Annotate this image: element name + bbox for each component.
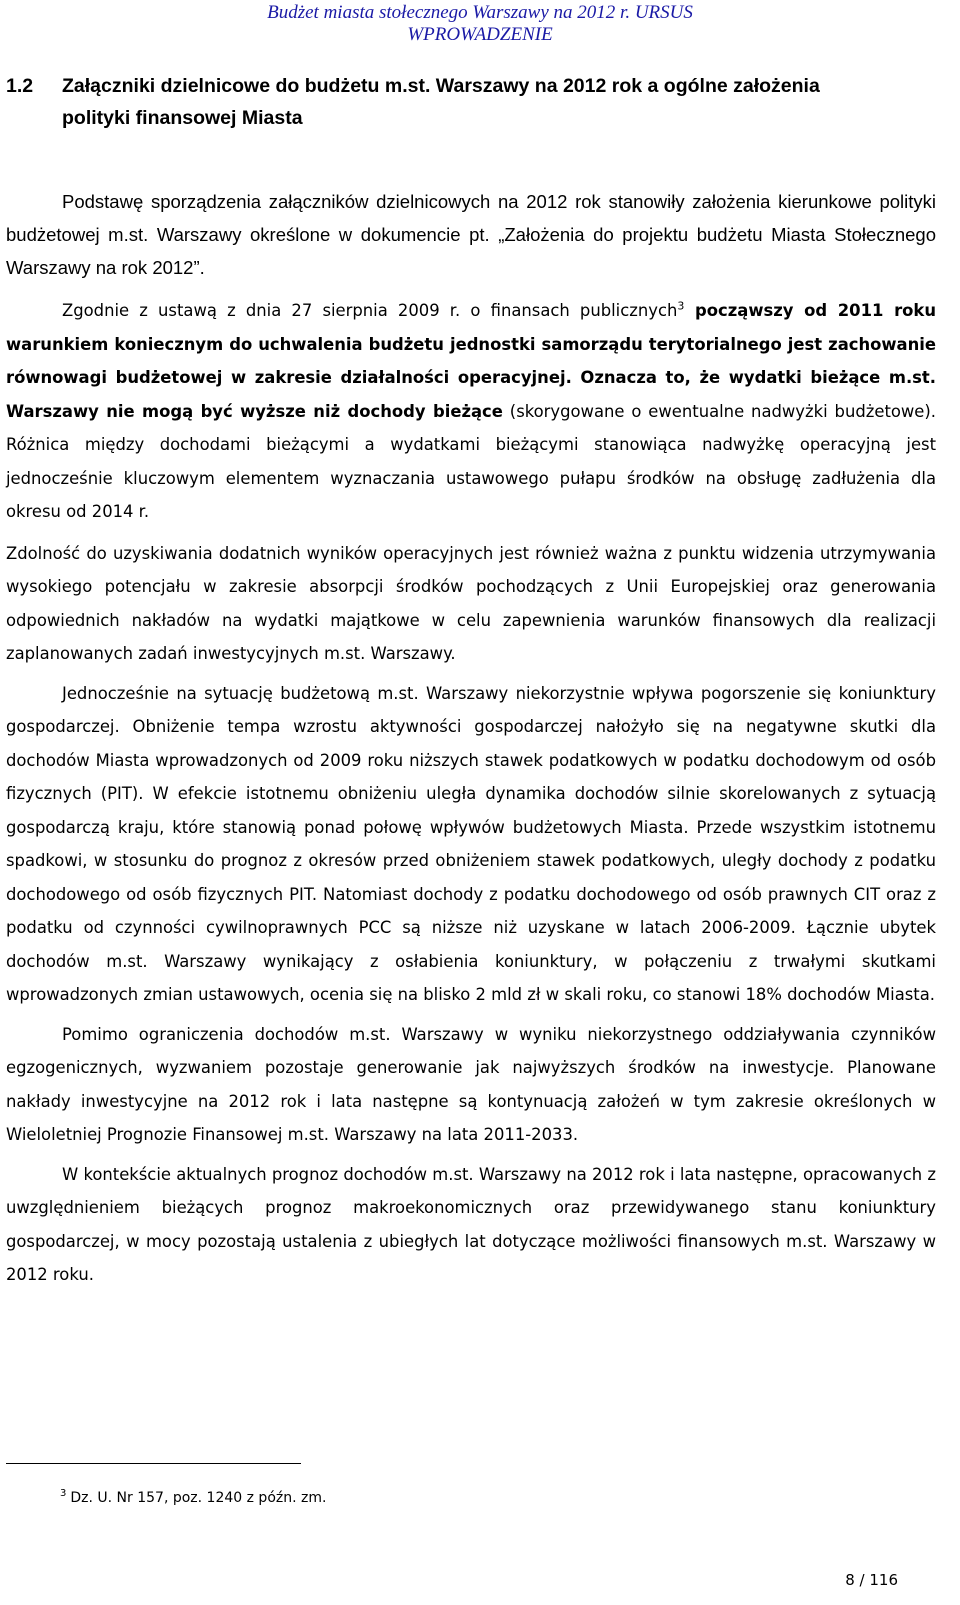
header-title: Budżet miasta stołecznego Warszawy na 2012 r. URSUS [267, 2, 693, 23]
paragraph-1 [6, 294, 936, 529]
paragraph-1-bold: począwszy od 2011 roku warunkiem koniecznym do uchwalenia budżetu jednostki samorządu terytorialnego jest zachowanie równowagi budżetowej w zakresie działalności operacyjnej. Oznacza to, że wydatki bieżące m.st. Warszawy nie mogą być wyższe niż dochody bieżące [6, 301, 936, 421]
paragraph-1-tail: (skorygowane o ewentualne nadwyżki budżetowe). Różnica między dochodami bieżącymi a wydatkami bieżącymi stanowiąca nadwyżkę operacyjną jest jednocześnie kluczowym elementem wyznaczania ustawowego pułapu środków na obsługę zadłużenia dla okresu od 2014 r. [6, 401, 936, 521]
page-number: 8 / 116 [845, 1571, 898, 1589]
section-heading [6, 70, 936, 134]
footnote [60, 1490, 326, 1506]
section-title-line1: Załączniki dzielnicowe do budżetu m.st. Warszawy na 2012 rok a ogólne założenia [62, 75, 820, 97]
paragraph-3: Jednocześnie na sytuację budżetową m.st. Warszawy niekorzystnie wpływa pogorszenie się koniunktury gospodarczej. Obniżenie tempa wzrostu aktywności gospodarczej nałożyło się na negatywne skutki dla dochodów Miasta wprowadzonych od 2009 roku niższych stawek podatkowych w podatku dochodowym od osób fizycznych (PIT). W efekcie istotnemu obniżeniu uległa dynamika dochodów silnie skorelowanych z sytuacją gospodarczą kraju, które stanowią ponad połowę wpływów budżetowych Miasta. Przede wszystkim istotnemu spadkowi, w stosunku do prognoz z okresów przed obniżeniem stawek podatkowych, uległy dochody z podatku dochodowego od osób fizycznych PIT. Natomiast dochody z podatku dochodowego od osób prawnych CIT oraz z podatku od czynności cywilnoprawnych PCC są niższe niż uzyskane w latach 2006-2009. Łącznie ubytek dochodów m.st. Warszawy wynikający z osłabienia koniunktury, w połączeniu z trwałymi skutkami wprowadzonych zmian ustawowych, ocenia się na blisko 2 mld zł w skali roku, co stanowi 18% dochodów Miasta. [6, 683, 936, 1004]
body-text [6, 294, 936, 1292]
paragraph-5: W kontekście aktualnych prognoz dochodów m.st. Warszawy na 2012 rok i lata następne, opracowanych z uwzględnieniem bieżących prognoz makroekonomicznych oraz przewidywanego stanu koniunktury gospodarczej, w mocy pozostają ustalenia z ubiegłych lat dotyczące możliwości finansowych m.st. Warszawy w 2012 roku. [6, 1164, 936, 1284]
footnote-reference[interactable]: 3 [677, 299, 685, 313]
intro-text: Podstawę sporządzenia załączników dzielnicowych na 2012 rok stanowiły założenia kierunkowe polityki budżetowej m.st. Warszawy określone w dokumencie pt. „Założenia do projektu budżetu Miasta Stołecznego Warszawy na rok 2012”. [6, 191, 936, 278]
section-title-line2: polityki finansowej Miasta [62, 107, 303, 129]
section-number: 1.2 [6, 75, 34, 97]
paragraph-4: Pomimo ograniczenia dochodów m.st. Warszawy w wyniku niekorzystnego oddziaływania czynników egzogenicznych, wyzwaniem pozostaje generowanie jak najwyższych środków na inwestycje. Planowane nakłady inwestycyjne na 2012 rok i lata następne są kontynuacją założeń w tym zakresie określonych w Wieloletniej Prognozie Finansowej m.st. Warszawy na lata 2011-2033. [6, 1024, 936, 1144]
paragraph-2: Zdolność do uzyskiwania dodatnich wyników operacyjnych jest również ważna z punktu widzenia utrzymywania wysokiego potencjału w zakresie absorpcji środków pochodzących z Unii Europejskiej oraz generowania odpowiednich nakładów na wydatki majątkowe w celu zapewnienia warunków finansowych dla realizacji zaplanowanych zadań inwestycyjnych m.st. Warszawy. [6, 543, 936, 663]
intro-paragraph [6, 185, 936, 284]
footnote-marker: 3 [60, 1488, 67, 1500]
header-subtitle: WPROWADZENIE [407, 24, 553, 45]
running-header [150, 2, 810, 46]
footnote-text: Dz. U. Nr 157, poz. 1240 z późn. zm. [70, 1490, 327, 1506]
footnote-divider [6, 1463, 301, 1464]
paragraph-1-lead: Zgodnie z ustawą z dnia 27 sierpnia 2009 r. o finansach publicznych [62, 301, 678, 320]
